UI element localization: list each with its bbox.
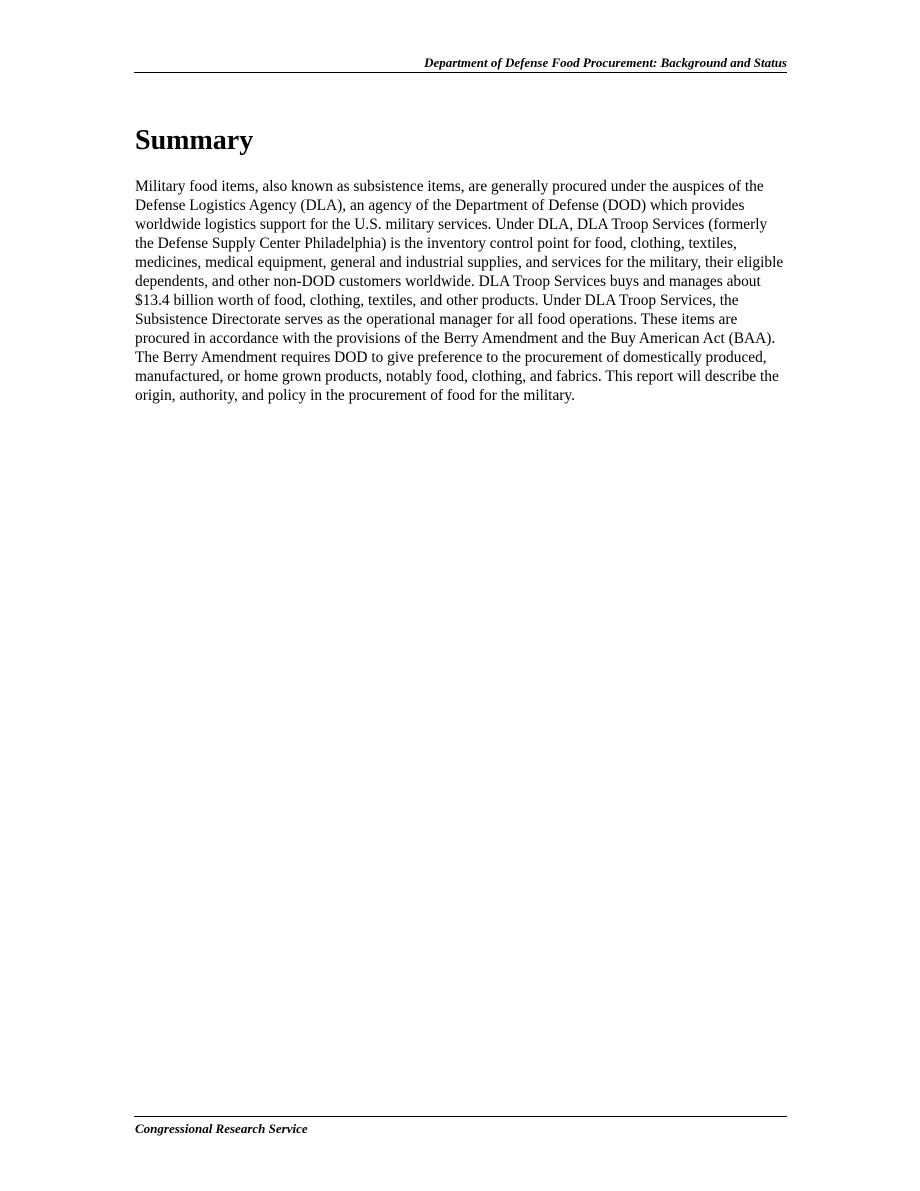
page-title: Summary	[135, 125, 254, 156]
footer-divider	[134, 1116, 787, 1117]
running-header: Department of Defense Food Procurement: Background and Status	[424, 55, 787, 70]
header-divider	[134, 72, 787, 73]
running-footer: Congressional Research Service	[135, 1121, 308, 1136]
summary-paragraph: Military food items, also known as subsistence items, are generally procured under the auspices of the Defense Logistics Agency (DLA), an agency of the Department of Defense (DOD) which provides worldwide logistics support for the U.S. military services. Under DLA, DLA Troop Services (formerly the Defense Supply Center Philadelphia) is the inventory control point for food, clothing, textiles, medicines, medical equipment, general and industrial supplies, and services for the military, their eligible dependents, and other non-DOD customers worldwide. DLA Troop Services buys and manages about $13.4 billion worth of food, clothing, textiles, and other products. Under DLA Troop Services, the Subsistence Directorate serves as the operational manager for all food operations. These items are procured in accordance with the provisions of the Berry Amendment and the Buy American Act (BAA). The Berry Amendment requires DOD to give preference to the procurement of domestically produced, manufactured, or home grown products, notably food, clothing, and fabrics. This report will describe the origin, authority, and policy in the procurement of food for the military.	[135, 178, 784, 404]
